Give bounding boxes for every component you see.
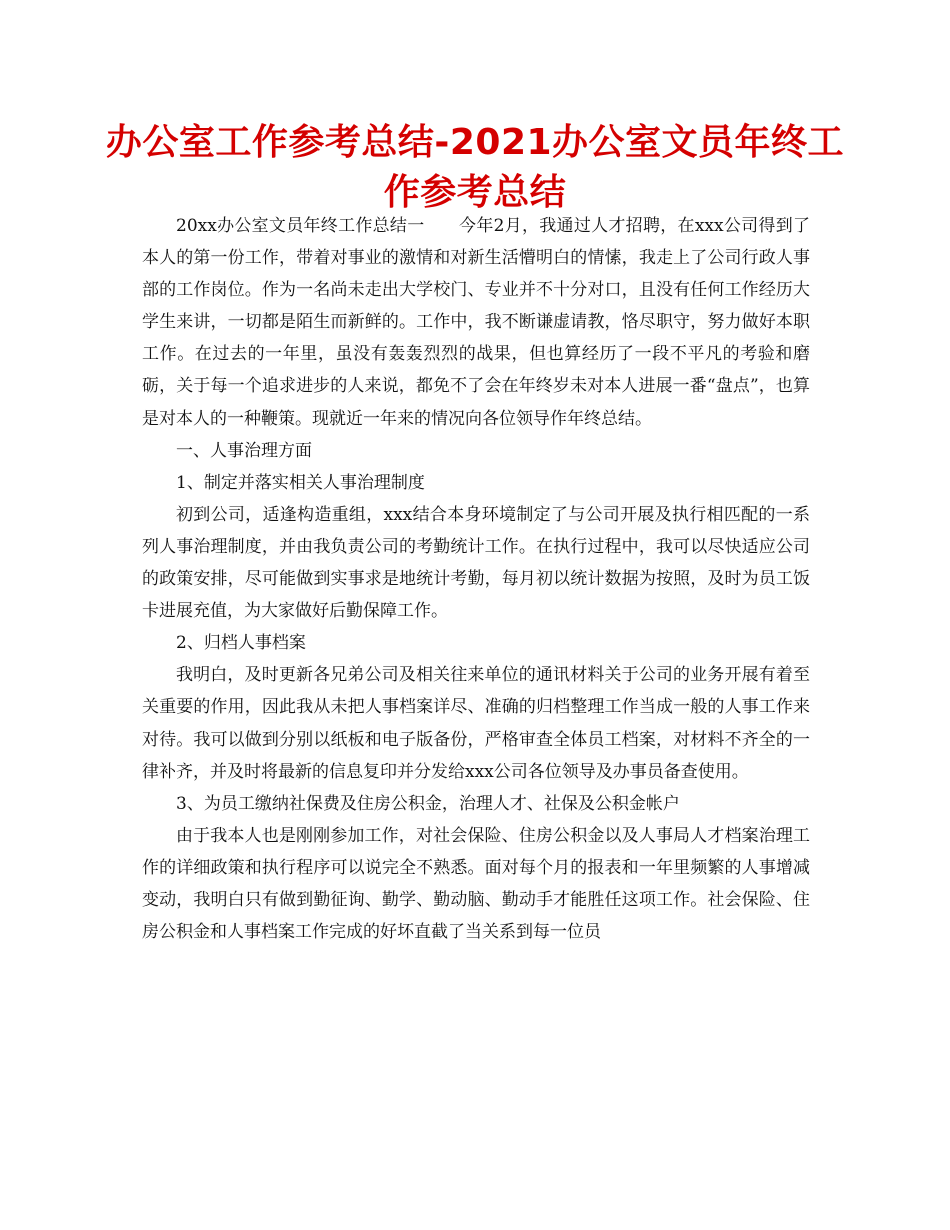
subsection-heading: 1、制定并落实相关人事治理制度 (176, 472, 425, 493)
paragraph-intro: 20xx办公室文员年终工作总结一 今年2月，我通过人才招聘，在xxx公司得到了本人的第一份工作，带着对事业的激情和对新生活懵明白的情愫，我走上了公司行政人事部的工作岗位。作为一名尚未走出大学校门、专业并不十分对口，且没有任何工作经历大学生来讲，一切都是陌生而新鲜的。工作中，我不断谦虚请教，恪尽职守，努力做好本职工作。在过去的一年里，虽没有轰轰烈烈的战果，但也算经历了一段不平凡的考验和磨砺，关于每一个追求进步的人来说，都免不了会在年终岁未对本人进展一番“盘点”，也算是对本人的一种鞭策。现就近一年来的情况向各位领导作年终总结。 (142, 216, 810, 429)
subsection-heading: 2、归档人事档案 (176, 633, 306, 654)
paragraph: 初到公司，适逢构造重组，xxx结合本身环境制定了与公司开展及执行相匹配的一系列人事治理制度，并由我负责公司的考勤统计工作。在执行过程中，我可以尽快适应公司的政策安排，尽可能做到实事求是地统计考勤，每月初以统计数据为按照，及时为员工饭卡进展充值，为大家做好后勤保障工作。 (142, 504, 810, 622)
paragraph: 我明白，及时更新各兄弟公司及相关往来单位的通讯材料关于公司的业务开展有着至关重要的作用，因此我从未把人事档案详尽、准确的归档整理工作当成一般的人事工作来对待。我可以做到分别以纸板和电子版备份，严格审查全体员工档案，对材料不齐全的一律补齐，并及时将最新的信息复印并分发给xxx公司各位领导及办事员备查使用。 (142, 665, 810, 782)
document-body (142, 210, 810, 948)
section-heading: 一、人事治理方面 (176, 440, 312, 461)
subsection-heading: 3、为员工缴纳社保费及住房公积金，治理人才、社保及公积金帐户 (176, 793, 680, 814)
document-title: 办公室工作参考总结-2021办公室文员年终工作参考总结 (105, 122, 845, 213)
paragraph: 由于我本人也是刚刚参加工作，对社会保险、住房公积金以及人事局人才档案治理工作的详细政策和执行程序可以说完全不熟悉。面对每个月的报表和一年里频繁的人事增减变动，我明白只有做到勤征询、勤学、勤动脑、勤动手才能胜任这项工作。社会保险、住房公积金和人事档案工作完成的好坏直截了当关系到每一位员 (142, 825, 810, 943)
